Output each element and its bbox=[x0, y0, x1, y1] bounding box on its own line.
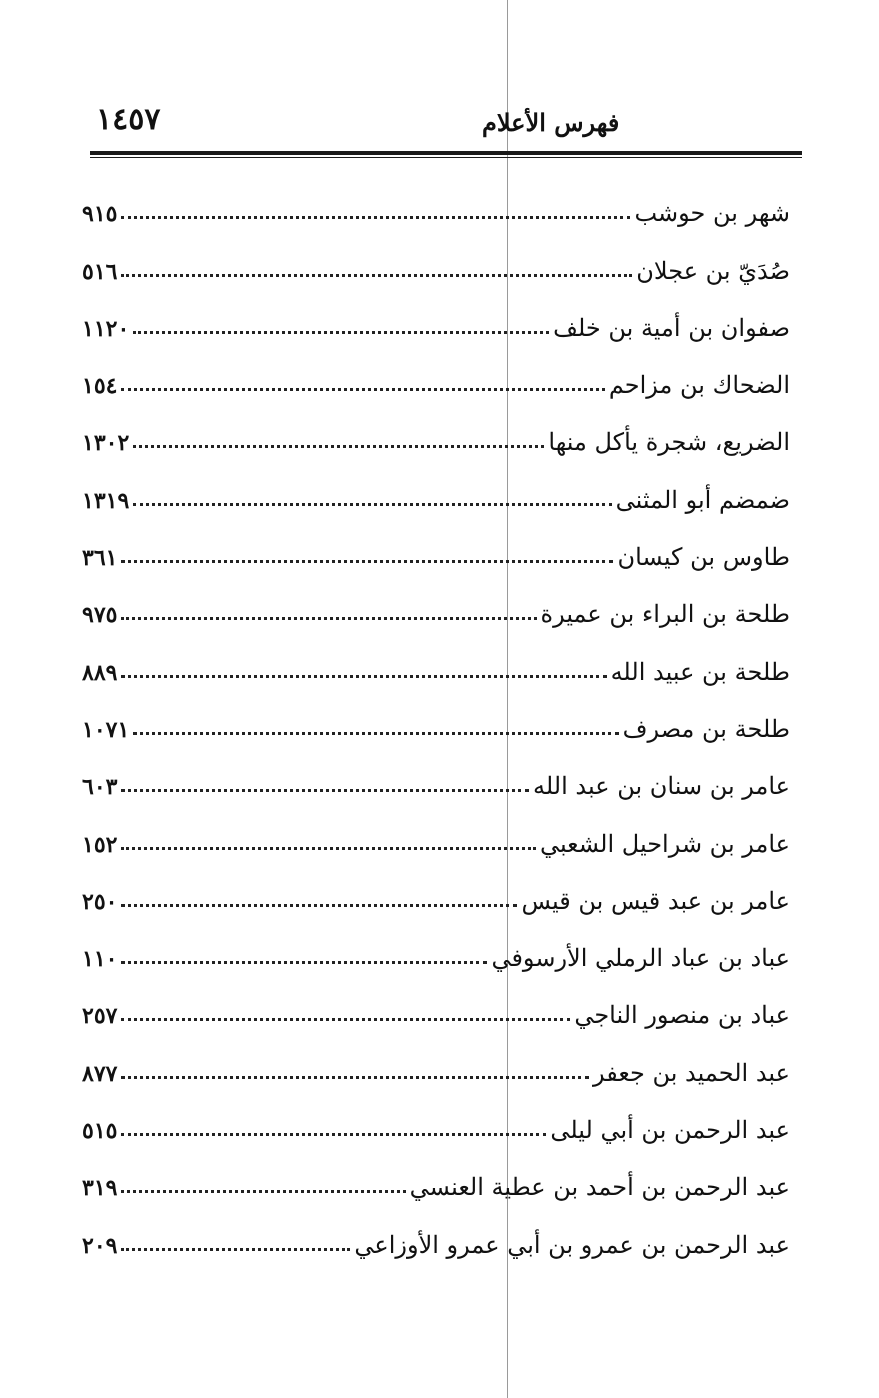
dot-leader bbox=[121, 847, 535, 850]
dot-leader bbox=[121, 1133, 546, 1136]
page-title: فهرس الأعلام bbox=[482, 108, 620, 137]
dot-leader bbox=[133, 732, 618, 735]
index-entry bbox=[82, 1199, 790, 1259]
entry-name: عباد بن منصور الناجي bbox=[574, 1001, 790, 1030]
entry-page-number: ١٣٠٢ bbox=[82, 430, 130, 457]
index-entry bbox=[82, 741, 790, 801]
entry-name: عبد الحميد بن جعفر bbox=[593, 1058, 790, 1087]
entry-page-number: ١١٢٠ bbox=[82, 315, 130, 342]
entry-name: الضحاك بن مزاحم bbox=[608, 371, 790, 400]
dot-leader bbox=[121, 1190, 405, 1193]
index-entry bbox=[82, 626, 790, 686]
header-rule-thick bbox=[90, 151, 802, 155]
entry-name: صفوان بن أمية بن خلف bbox=[553, 313, 790, 342]
index-entry bbox=[82, 454, 790, 514]
entry-page-number: ٢٥٠ bbox=[82, 888, 118, 915]
entry-name: الضريع، شجرة يأكل منها bbox=[548, 428, 790, 457]
dot-leader bbox=[121, 388, 604, 391]
index-entry bbox=[82, 913, 790, 973]
dot-leader bbox=[121, 1248, 350, 1251]
entry-name: طاوس بن كيسان bbox=[617, 543, 790, 572]
entry-page-number: ١٥٤ bbox=[82, 373, 118, 400]
entry-page-number: ١٣١٩ bbox=[82, 487, 130, 514]
dot-leader bbox=[121, 904, 517, 907]
entry-page-number: ٩٧٥ bbox=[82, 602, 118, 629]
index-list bbox=[82, 168, 790, 1257]
entry-name: طلحة بن عبيد الله bbox=[610, 657, 790, 686]
index-entry bbox=[82, 798, 790, 858]
entry-page-number: ٣٦١ bbox=[82, 545, 118, 572]
entry-page-number: ٦٠٣ bbox=[82, 774, 118, 801]
entry-page-number: ٢٠٩ bbox=[82, 1232, 118, 1259]
dot-leader bbox=[121, 675, 606, 678]
entry-name: عامر بن سنان بن عبد الله bbox=[532, 772, 790, 801]
index-entry bbox=[82, 856, 790, 913]
index-entry bbox=[82, 569, 790, 629]
index-entry bbox=[82, 168, 790, 228]
dot-leader bbox=[121, 1018, 570, 1021]
entry-name: عبد الرحمن بن أحمد بن عطية العنسي bbox=[409, 1173, 790, 1202]
index-entry bbox=[82, 397, 790, 457]
dot-leader bbox=[121, 617, 536, 620]
dot-leader bbox=[121, 789, 529, 792]
index-entry bbox=[82, 684, 790, 741]
dot-leader bbox=[121, 560, 613, 563]
entry-name: عامر بن شراحيل الشعبي bbox=[539, 829, 790, 858]
entry-page-number: ٩١٥ bbox=[82, 201, 118, 228]
index-entry bbox=[82, 512, 790, 572]
dot-leader bbox=[133, 503, 611, 506]
page-header bbox=[90, 98, 802, 146]
entry-name: طلحة بن مصرف bbox=[622, 714, 790, 743]
entry-name: صُدَيّ بن عجلان bbox=[636, 256, 790, 285]
index-entry bbox=[82, 340, 790, 400]
page-number: ١٤٥٧ bbox=[96, 102, 161, 137]
entry-name: ضمضم أبو المثنى bbox=[615, 485, 790, 514]
index-entry bbox=[82, 283, 790, 340]
index-entry bbox=[82, 225, 790, 285]
entry-page-number: ٥١٦ bbox=[82, 258, 118, 285]
header-rule-thin bbox=[90, 157, 802, 158]
index-entry bbox=[82, 970, 790, 1030]
entry-page-number: ٥١٥ bbox=[82, 1118, 118, 1145]
entry-page-number: ١٠٧١ bbox=[82, 716, 130, 743]
index-entry bbox=[82, 1142, 790, 1202]
dot-leader bbox=[133, 445, 544, 448]
dot-leader bbox=[121, 961, 487, 964]
index-entry bbox=[82, 1085, 790, 1145]
entry-name: عامر بن عبد قيس بن قيس bbox=[521, 886, 790, 915]
entry-page-number: ١٥٢ bbox=[82, 831, 118, 858]
dot-leader bbox=[121, 1076, 589, 1079]
dot-leader bbox=[133, 331, 549, 334]
entry-name: عباد بن عباد الرملي الأرسوفي bbox=[491, 944, 790, 973]
entry-name: عبد الرحمن بن أبي ليلى bbox=[550, 1116, 790, 1145]
entry-page-number: ٢٥٧ bbox=[82, 1003, 118, 1030]
entry-page-number: ١١٠ bbox=[82, 946, 118, 973]
entry-name: طلحة بن البراء بن عميرة bbox=[540, 600, 790, 629]
entry-page-number: ٣١٩ bbox=[82, 1175, 118, 1202]
dot-leader bbox=[121, 216, 630, 219]
dot-leader bbox=[121, 274, 632, 277]
entry-page-number: ٨٨٩ bbox=[82, 659, 118, 686]
entry-page-number: ٨٧٧ bbox=[82, 1060, 118, 1087]
index-entry bbox=[82, 1027, 790, 1087]
entry-name: عبد الرحمن بن عمرو بن أبي عمرو الأوزاعي bbox=[354, 1230, 790, 1259]
entry-name: شهر بن حوشب bbox=[634, 199, 790, 228]
